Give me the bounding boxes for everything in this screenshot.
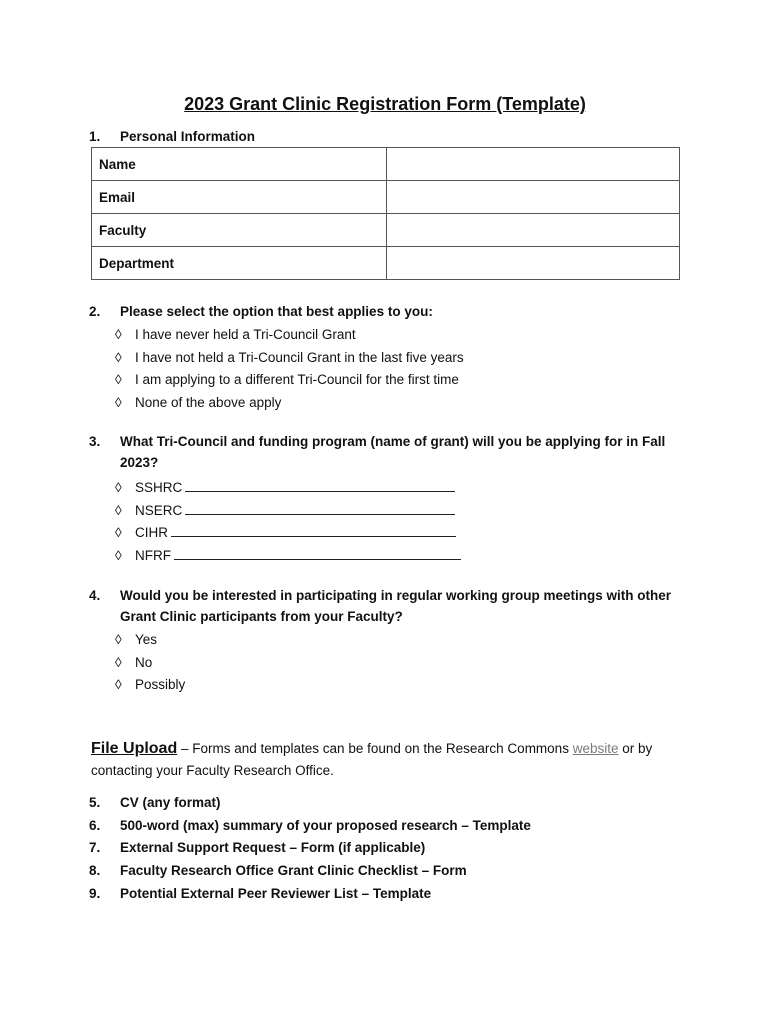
file-upload-paragraph (91, 738, 681, 782)
section4-heading-line1: Would you be interested in participating in regular working group meetings with other (120, 588, 672, 603)
file-item-support-request: External Support Request – Form (if applicable) (120, 840, 426, 855)
diamond-icon[interactable]: ◊ (115, 655, 122, 670)
option-possibly[interactable] (115, 675, 185, 695)
option-nserc[interactable] (115, 500, 455, 520)
option-label: I am applying to a different Tri-Council for the first time (135, 372, 459, 387)
file-upload-text: Forms and templates can be found on the Research Commons (192, 741, 573, 756)
name-field[interactable] (387, 148, 680, 181)
option-label: SSHRC (135, 480, 183, 495)
option-no[interactable] (115, 653, 152, 673)
file-item-summary: 500-word (max) summary of your proposed research – Template (120, 818, 531, 833)
option-different-council[interactable] (115, 370, 459, 390)
cihr-blank-line[interactable] (171, 522, 456, 537)
diamond-icon[interactable]: ◊ (115, 372, 122, 387)
file-item-reviewer-list: Potential External Peer Reviewer List – Template (120, 886, 432, 901)
section4-heading-line2: Grant Clinic participants from your Faculty? (120, 609, 403, 624)
diamond-icon[interactable]: ◊ (115, 350, 122, 365)
file-upload-dash: – (177, 741, 193, 756)
diamond-icon[interactable]: ◊ (115, 677, 122, 692)
page-title: 2023 Grant Clinic Registration Form (Template) (184, 94, 586, 114)
file-item-checklist: Faculty Research Office Grant Clinic Checklist – Form (120, 863, 467, 878)
option-label: None of the above apply (135, 395, 282, 410)
diamond-icon[interactable]: ◊ (115, 548, 122, 563)
option-label: NSERC (135, 503, 183, 518)
file-item-number: 6. (89, 818, 101, 833)
section4-number: 4. (89, 588, 101, 603)
nfrf-blank-line[interactable] (174, 545, 461, 560)
file-item-number: 9. (89, 886, 101, 901)
file-upload-text-after: or by contacting your Faculty Research Office. (91, 741, 653, 778)
option-cihr[interactable] (115, 522, 456, 542)
option-sshrc[interactable] (115, 477, 455, 497)
department-field[interactable] (387, 247, 680, 280)
table-row (92, 214, 680, 247)
diamond-icon[interactable]: ◊ (115, 395, 122, 410)
website-link[interactable]: website (572, 741, 619, 756)
diamond-icon[interactable]: ◊ (115, 503, 122, 518)
table-row (92, 148, 680, 181)
name-label: Name (92, 148, 387, 181)
section2-heading: Please select the option that best applies to you: (120, 304, 433, 319)
email-label: Email (92, 181, 387, 214)
diamond-icon[interactable]: ◊ (115, 480, 122, 495)
diamond-icon[interactable]: ◊ (115, 525, 122, 540)
file-item-cv: CV (any format) (120, 795, 221, 810)
option-label: CIHR (135, 525, 168, 540)
option-yes[interactable] (115, 630, 157, 650)
section3-number: 3. (89, 434, 101, 449)
option-label: Yes (135, 632, 158, 647)
file-item-number: 8. (89, 863, 101, 878)
option-label: Possibly (135, 677, 186, 692)
file-item-number: 7. (89, 840, 101, 855)
department-label: Department (92, 247, 387, 280)
section3-heading-line2: 2023? (120, 455, 159, 470)
faculty-field[interactable] (387, 214, 680, 247)
file-item-number: 5. (89, 795, 101, 810)
section1-heading: Personal Information (120, 129, 256, 144)
sshrc-blank-line[interactable] (185, 477, 455, 492)
section3-heading-line1: What Tri-Council and funding program (name of grant) will you be applying for in Fall (120, 434, 666, 449)
personal-info-table (91, 147, 680, 280)
section1-number: 1. (89, 129, 101, 144)
table-row (92, 247, 680, 280)
file-upload-heading: File Upload (91, 740, 178, 757)
option-none-apply[interactable] (115, 393, 281, 413)
table-row (92, 181, 680, 214)
faculty-label: Faculty (92, 214, 387, 247)
option-label: I have never held a Tri-Council Grant (135, 327, 356, 342)
option-not-held-five-years[interactable] (115, 348, 464, 368)
section2-number: 2. (89, 304, 101, 319)
option-never-held[interactable] (115, 325, 356, 345)
option-label: No (135, 655, 153, 670)
option-label: NFRF (135, 548, 171, 563)
diamond-icon[interactable]: ◊ (115, 632, 122, 647)
diamond-icon[interactable]: ◊ (115, 327, 122, 342)
nserc-blank-line[interactable] (185, 500, 455, 515)
option-label: I have not held a Tri-Council Grant in the last five years (135, 350, 464, 365)
email-field[interactable] (387, 181, 680, 214)
option-nfrf[interactable] (115, 545, 461, 565)
